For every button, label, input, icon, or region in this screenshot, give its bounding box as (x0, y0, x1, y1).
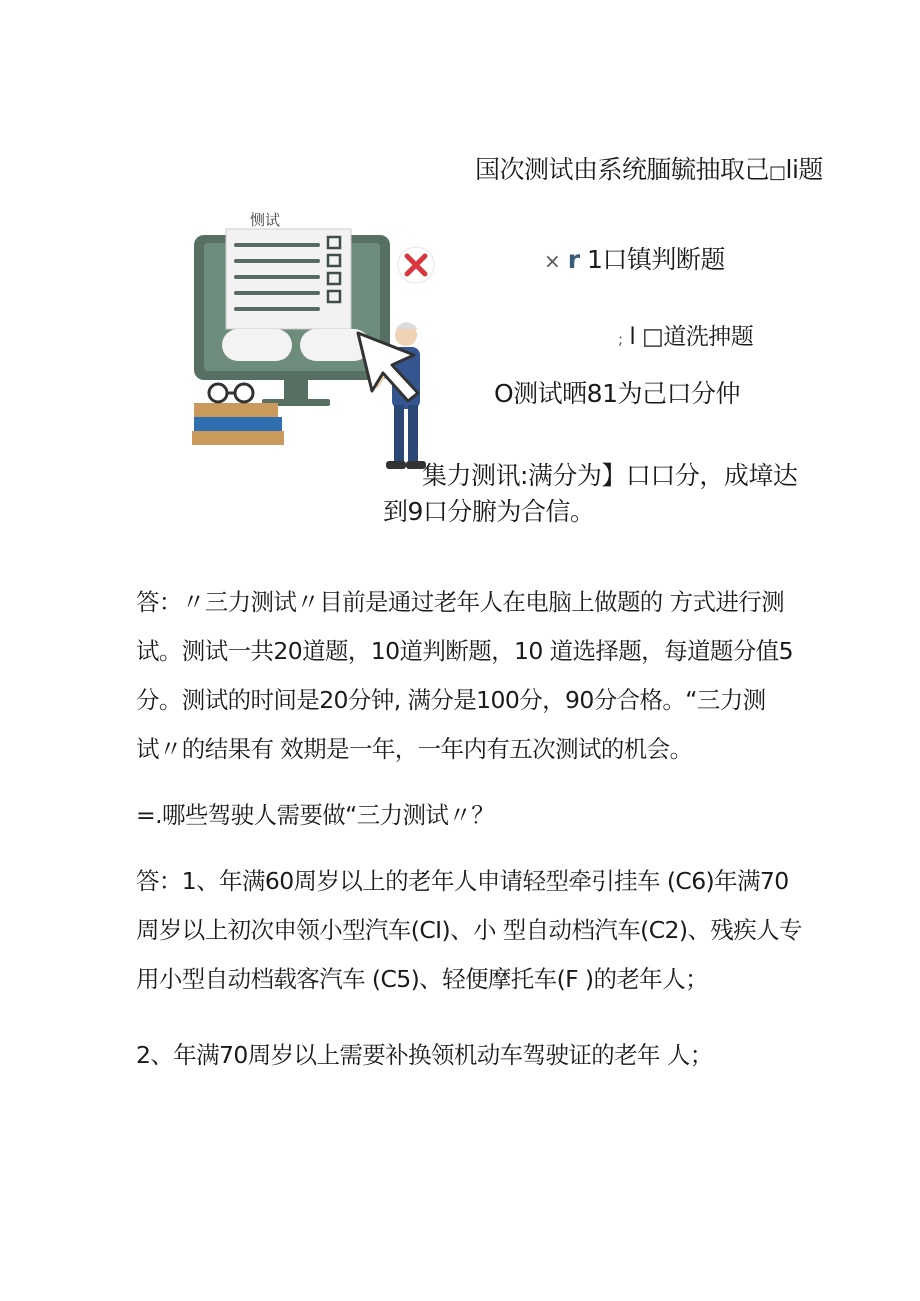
answer-1-line: 分。测试的时间是20分钟, 满分是100分，90分合格。“三力测 (136, 686, 766, 714)
answer-3-line: 2、年满70周岁以上需要补换领机动车驾驶证的老年 人； (136, 1041, 713, 1069)
info-line-4: O测试晒81为己口分仲 (494, 379, 740, 408)
info-line-1 (475, 150, 823, 186)
info-line-3-mark: ; (618, 330, 623, 348)
answer-2-line: 用小型自动档载客汽车 (C5)、轻便摩托车(F )的老年人； (136, 965, 708, 993)
computer-test-graphic (188, 205, 448, 480)
answer-1-line: 试〃的结果有 效期是一年，一年内有五次测试的机会。 (136, 735, 693, 763)
info-line-5: 集力测讯:满分为】口口分，成墇达 (422, 461, 798, 490)
answer-2-paragraph (136, 857, 876, 1004)
info-line-1-text: 国次测试由系统腼毓抽取己 (475, 155, 770, 184)
info-line-1-end: li题 (785, 155, 823, 184)
info-line-6: 到9口分腑为合信。 (383, 497, 595, 526)
answer-1-paragraph (136, 578, 876, 774)
info-line-3-text: l □道洗抻题 (629, 324, 754, 350)
info-line-2-r: r (567, 245, 580, 274)
option-button-left (222, 329, 292, 361)
question-2-heading: =.哪些驾驶人需要做“三力测试〃？ (136, 801, 495, 829)
book-stack (194, 403, 278, 417)
info-line-2-text: 1口镇判断题 (587, 245, 725, 274)
info-line-2-x: × (544, 249, 561, 273)
test-illustration (188, 205, 448, 484)
answer-2-line: 答：1、年满60周岁以上的老年人申请轻型牵引挂车 (C6)年满70 (136, 867, 789, 895)
answer-2-line: 周岁以上初次申领小型汽车(CI)、小 型自动档汽车(C2)、残疾人专 (136, 916, 802, 944)
answer-1-line: 答：〃三力测试〃目前是通过老年人在电脑上做题的 方式进行测 (136, 588, 785, 616)
info-line-1-box: □ (769, 162, 786, 183)
illustration-caption: 恻试 (250, 211, 281, 229)
answer-1-line: 试。测试一共20道题，10道判断题，10 道选择题，每道题分值5 (136, 637, 793, 665)
info-line-3 (618, 318, 753, 351)
glasses-icon (209, 384, 253, 402)
info-line-2 (544, 240, 725, 276)
